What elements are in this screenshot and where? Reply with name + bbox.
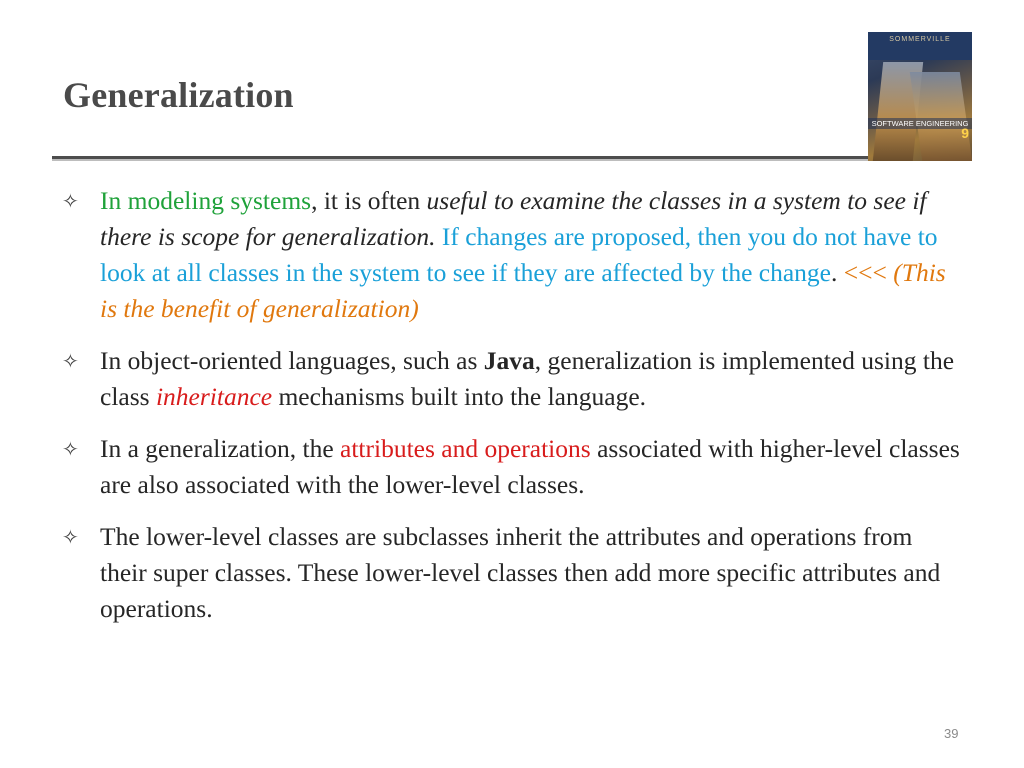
four-pointed-star-outline-icon: ✧ <box>62 349 79 373</box>
book-cover-image <box>868 32 972 161</box>
cover-brand: SOMMERVILLE <box>889 36 951 43</box>
bullet-item <box>62 343 962 415</box>
bullet-segment: The lower-level classes are subclasses inherit the attributes and operations from their super classes. These lower-level classes then add more specific attributes and operations. <box>100 522 941 623</box>
bullet-segment: Java <box>483 346 535 375</box>
four-pointed-star-outline-icon: ✧ <box>62 525 79 549</box>
bullet-segment: (This is the benefit of generalization) <box>100 258 946 323</box>
bullet-segment: , it is often <box>311 186 427 215</box>
bullet-segment: useful to examine the classes in a system to see if there is scope for generalization. <box>100 186 927 251</box>
bullet-segment: In a generalization, the <box>100 434 341 463</box>
slide-title: Generalization <box>63 75 294 115</box>
bullet-list <box>62 183 962 643</box>
bullet-text <box>100 186 946 323</box>
title-underline-shadow <box>52 159 870 161</box>
four-pointed-star-outline-icon: ✧ <box>62 189 79 213</box>
bullet-segment: In modeling systems <box>100 186 312 215</box>
cover-label: SOFTWARE ENGINEERING <box>868 118 972 129</box>
bullet-text <box>100 434 960 499</box>
bullet-segment: attributes and operations <box>340 434 591 463</box>
bullet-text <box>100 346 954 411</box>
bullet-segment: , generalization is implemented using the class <box>100 346 955 411</box>
bullet-item <box>62 519 962 627</box>
bullet-segment: associated with higher-level classes are also associated with the lower-level classes. <box>100 434 960 499</box>
bullet-segment: <<< <box>843 258 887 287</box>
bullet-segment: In object-oriented languages, such as <box>100 346 484 375</box>
slide-number: 39 <box>944 726 959 741</box>
cover-edition: 9 <box>961 125 969 141</box>
bullet-text <box>100 522 940 623</box>
four-pointed-star-outline-icon: ✧ <box>62 437 79 461</box>
bullet-item <box>62 183 962 327</box>
cover-building-right <box>910 72 972 161</box>
bullet-segment: inheritance <box>155 382 273 411</box>
bullet-item <box>62 431 962 503</box>
bullet-segment: If changes are proposed, then you do not have to look at all classes in the system to see if they are affected by the change <box>100 222 938 287</box>
bullet-segment: mechanisms built into the language. <box>272 382 647 411</box>
bullet-segment: . <box>830 258 844 287</box>
